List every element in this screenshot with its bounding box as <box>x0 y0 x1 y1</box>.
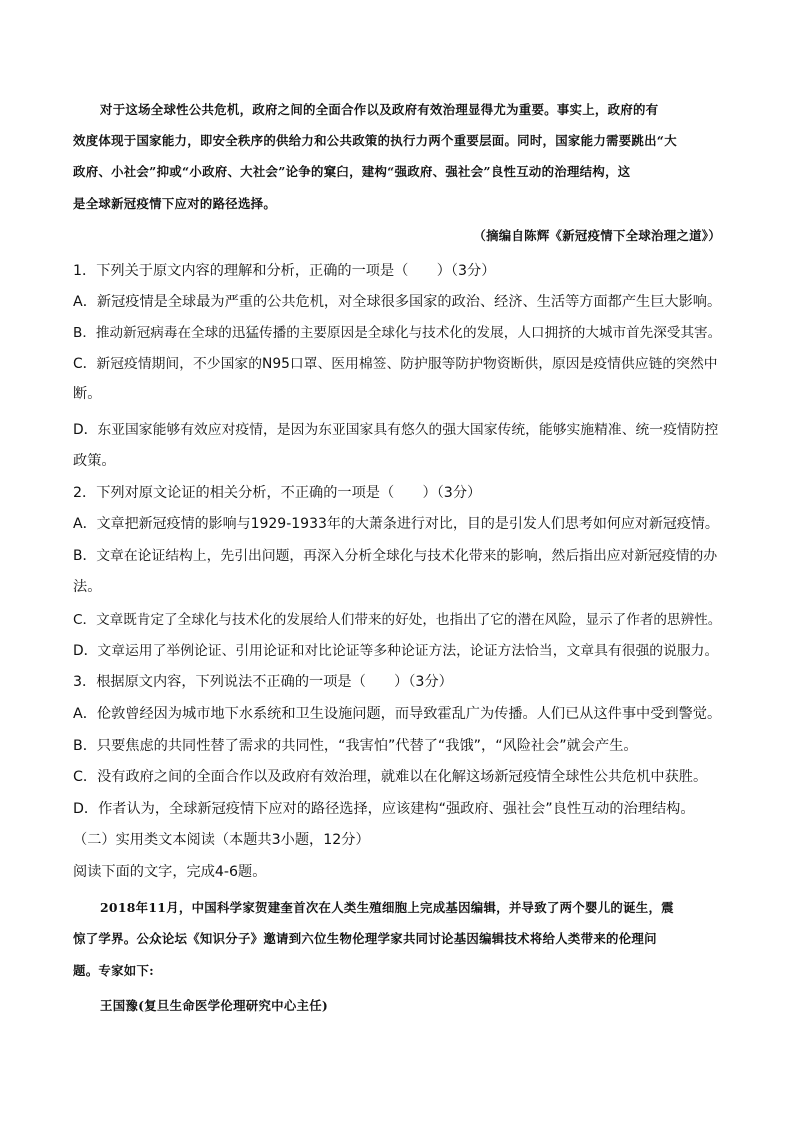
passage2-line-2: 惊了学界。公众论坛《知识分子》邀请到六位生物伦理学家共同讨论基因编辑技术将给人类带来的伦理问 <box>73 931 657 946</box>
question-3-option-a: A．伦敦曾经因为城市地下水系统和卫生设施问题，而导致霍乱广为传播。人们已从这件事中受到警觉。 <box>73 706 722 722</box>
question-2-option-a: A．文章把新冠疫情的影响与1929-1933年的大萧条进行对比，目的是引发人们思考如何应对新冠疫情。 <box>73 516 719 532</box>
passage1-line-3: 政府、小社会”抑或“小政府、大社会”论争的窠臼，建构“强政府、强社会”良性互动的治理结构，这 <box>73 164 631 179</box>
question-1-option-b: B．推动新冠病毒在全球的迅猛传播的主要原因是全球化与技术化的发展，人口拥挤的大城市首先深受其害。 <box>73 325 722 341</box>
passage1-line-1: 对于这场全球性公共危机，政府之间的全面合作以及政府有效治理显得尤为重要。事实上，政府的有 <box>100 102 659 117</box>
question-1-option-d: D．东亚国家能够有效应对疫情，是因为东亚国家具有悠久的强大国家传统，能够实施精准、统一疫情防控 <box>73 422 719 438</box>
passage2-speaker: 王国豫(复旦生命医学伦理研究中心主任) <box>100 998 329 1013</box>
question-3-option-c: C．没有政府之间的全面合作以及政府有效治理，就难以在化解这场新冠疫情全球性公共危机中获胜。 <box>73 769 708 785</box>
question-2-stem: 2．下列对原文论证的相关分析，不正确的一项是（ ）（3分） <box>73 485 482 501</box>
passage2-line-3: 题。专家如下: <box>73 963 155 978</box>
passage1-source: （摘编自陈辉《新冠疫情下全球治理之道》） <box>473 228 721 243</box>
question-2-option-c: C．文章既肯定了全球化与技术化的发展给人们带来的好处，也指出了它的潜在风险，显示了作者的思辨性。 <box>73 612 722 628</box>
question-1-option-c: C．新冠疫情期间，不少国家的N95口罩、医用棉签、防护服等防护物资断供，原因是疫情供应链的突然中 <box>73 356 718 372</box>
question-1-stem: 1．下列关于原文内容的理解和分析，正确的一项是（ ）（3分） <box>73 263 496 279</box>
question-1-option-d-cont: 政策。 <box>73 453 116 469</box>
section-2-instruction: 阅读下面的文字，完成4-6题。 <box>73 864 267 880</box>
question-2-option-b-cont: 法。 <box>73 579 102 595</box>
passage1-line-2: 效度体现于国家能力，即安全秩序的供给力和公共政策的执行力两个重要层面。同时，国家能力需要跳出“大 <box>73 133 677 148</box>
question-3-option-d: D．作者认为，全球新冠疫情下应对的路径选择，应该建构“强政府、强社会”良性互动的治理结构。 <box>73 801 695 817</box>
question-2-option-b: B．文章在论证结构上，先引出问题，再深入分析全球化与技术化带来的影响，然后指出应对新冠疫情的办 <box>73 548 718 564</box>
section-2-heading: （二）实用类文本阅读（本题共3小题，12分） <box>73 832 370 848</box>
question-1-option-c-cont: 断。 <box>73 386 102 402</box>
passage2-line-1: 2018年11月，中国科学家贺建奎首次在人类生殖细胞上完成基因编辑，并导致了两个婴儿的诞生，震 <box>100 900 674 915</box>
question-3-stem: 3．根据原文内容，下列说法不正确的一项是（ ）（3分） <box>73 674 453 690</box>
question-3-option-b: B．只要焦虑的共同性替了需求的共同性，“我害怕”代替了“我饿”，“风险社会”就会产生。 <box>73 738 638 754</box>
question-1-option-a: A．新冠疫情是全球最为严重的公共危机，对全球很多国家的政治、经济、生活等方面都产生巨大影响。 <box>73 294 722 310</box>
passage1-line-4: 是全球新冠疫情下应对的路径选择。 <box>73 196 277 211</box>
question-2-option-d: D．文章运用了举例论证、引用论证和对比论证等多种论证方法，论证方法恰当，文章具有很强的说服力。 <box>73 643 719 659</box>
